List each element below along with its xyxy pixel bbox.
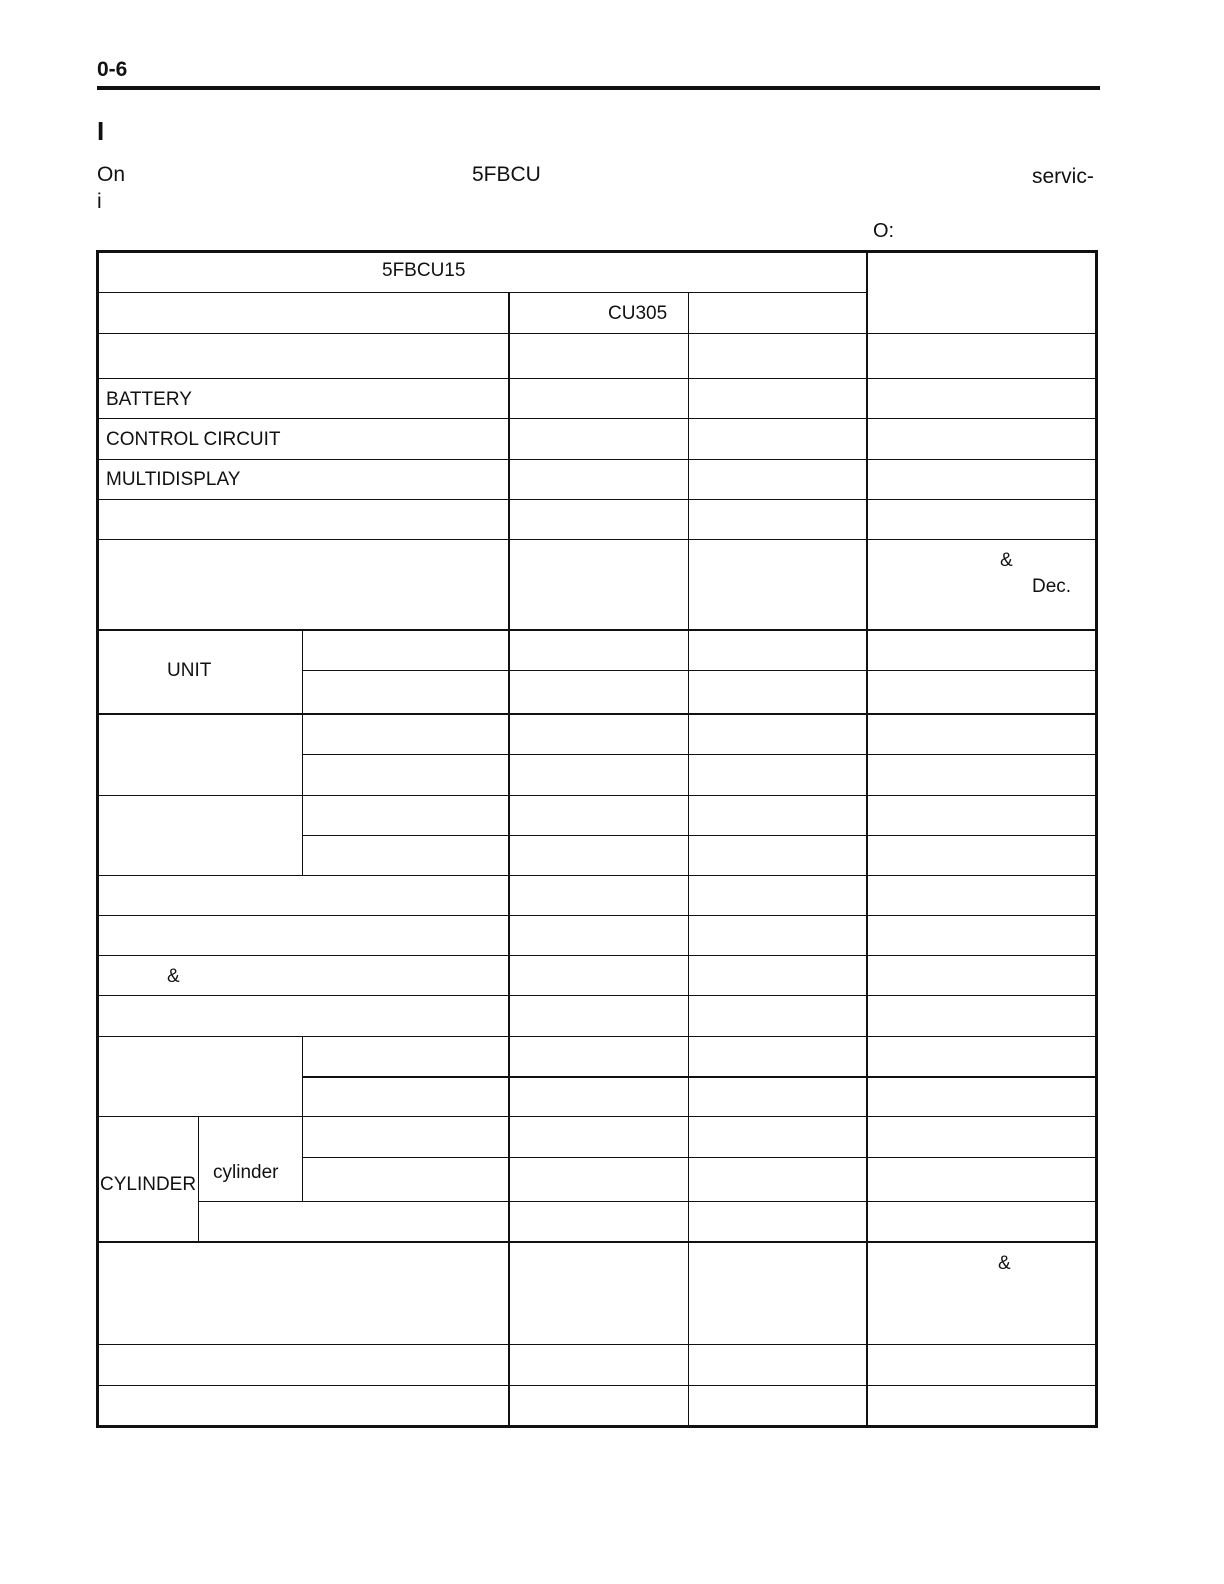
- row-multidisplay: MULTIDISPLAY: [106, 469, 241, 490]
- row-line-20: [98, 1116, 1096, 1117]
- row-line-9: [302, 670, 1096, 671]
- intro-word-servic: servic-: [1032, 165, 1094, 188]
- row-line-14: [98, 875, 1096, 876]
- row-line-5: [98, 459, 1096, 460]
- header-rule: [97, 86, 1100, 90]
- row-cylinder-sub: cylinder: [213, 1162, 279, 1183]
- subcol-divider-c: [198, 1116, 199, 1242]
- row-line-18: [98, 1036, 1096, 1037]
- row-line-11: [302, 754, 1096, 755]
- row-line-16: [98, 955, 1096, 956]
- row-ampersand: &: [167, 966, 180, 987]
- row-line-22: [198, 1201, 1096, 1202]
- row7-ampersand: &: [1000, 550, 1013, 571]
- row-line-6: [98, 499, 1096, 500]
- intro-word-on: On: [97, 163, 126, 186]
- row-line-13: [302, 835, 1096, 836]
- row-line-17: [98, 995, 1096, 996]
- col-divider-1: [508, 292, 510, 1426]
- row-control-circuit: CONTROL CIRCUIT: [106, 429, 281, 450]
- row7-dec: Dec.: [1032, 576, 1072, 597]
- table-sub-header: CU305: [608, 303, 668, 324]
- row-line-23: [98, 1241, 1096, 1243]
- row-line-8: [98, 629, 1096, 631]
- table-border-right: [1095, 250, 1098, 1428]
- table-border-left: [96, 250, 99, 1428]
- row-line-4: [98, 418, 1096, 419]
- subcol-divider-b: [302, 1036, 303, 1202]
- row-unit: UNIT: [167, 660, 212, 681]
- subcol-divider-a: [302, 630, 303, 875]
- row-line-19: [302, 1076, 1096, 1078]
- col-divider-2: [688, 292, 689, 1426]
- row-line-3: [98, 378, 1096, 379]
- intro-model: 5FBCU: [472, 163, 541, 186]
- row-line-10: [98, 713, 1096, 715]
- table-border-top: [96, 250, 1098, 253]
- row-line-7: [98, 539, 1096, 540]
- col-divider-3: [866, 252, 868, 1426]
- row-line-24: [98, 1344, 1096, 1345]
- table-border-bottom: [96, 1425, 1098, 1428]
- row-line-21: [302, 1157, 1096, 1158]
- section-heading: I: [97, 116, 105, 146]
- page-number: 0-6: [97, 58, 128, 81]
- legend-symbol: O:: [873, 220, 895, 242]
- row-line-15: [98, 915, 1096, 916]
- row-line-25: [98, 1385, 1096, 1386]
- row-cylinder-main: CYLINDER: [100, 1174, 197, 1195]
- row-line-2: [98, 333, 1096, 334]
- bottom-row-ampersand: &: [998, 1253, 1011, 1274]
- table-model-header: 5FBCU15: [382, 260, 466, 281]
- row-battery: BATTERY: [106, 389, 192, 410]
- intro-word-i: i: [97, 190, 102, 213]
- row-line-12: [98, 795, 1096, 796]
- row-line-1: [98, 292, 867, 293]
